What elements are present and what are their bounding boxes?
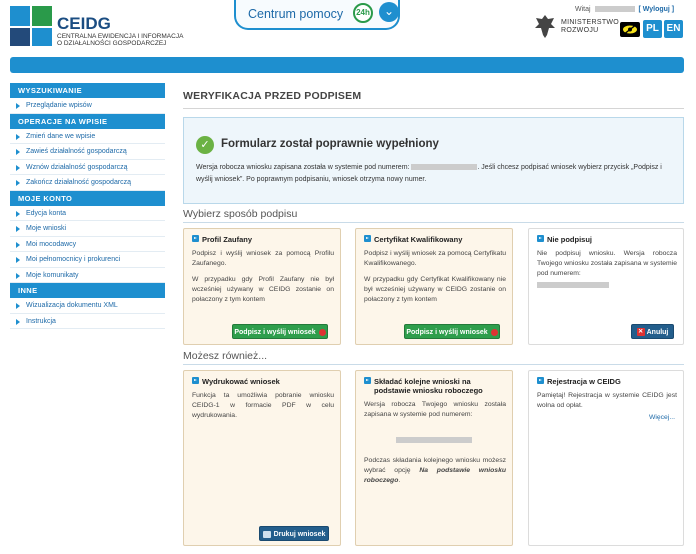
check-icon: ✓ bbox=[196, 136, 214, 154]
card-title: Profil Zaufany bbox=[192, 235, 252, 244]
card-text: W przypadku gdy Profil Zaufany nie był wcześniej używany w CEIDG zostanie on połaczony z tym kontem bbox=[192, 276, 334, 303]
sidebar-section-title: OPERACJE NA WPISIE bbox=[10, 114, 165, 129]
logo-subtitle: CENTRALNA EWIDENCJA I INFORMACJA O DZIAŁALNOŚCI GOSPODARCZEJ bbox=[57, 33, 184, 47]
card-text: Nie podpisuj wniosku. Wersja robocza Twojego wniosku została zapisana w systemie pod numerem: bbox=[537, 250, 677, 277]
user-greeting: Witaj bbox=[575, 6, 591, 13]
card-text: Pamiętaj! Rejestracja w systemie CEIDG jest wolna od opłat. bbox=[537, 392, 677, 409]
sidebar-item-moi-mocodawcy[interactable]: Moi mocodawcy bbox=[10, 237, 165, 253]
card-title: Wydrukować wniosek bbox=[192, 377, 280, 386]
top-nav-bar bbox=[10, 57, 684, 73]
more-link[interactable]: Więcej... bbox=[648, 414, 675, 421]
success-text-after: . Jeśli chcesz podpisać wniosek wybierz przycisk „Podpisz i wyślij wniosek”. Po poprawnym podpisaniu, wniosek otrzyma nowy numer. bbox=[196, 164, 662, 183]
sign-send-button[interactable] bbox=[232, 324, 328, 339]
page-title: WERYFIKACJA PRZED PODPISEM bbox=[183, 90, 362, 102]
card-title-line1: Składać kolejne wnioski na bbox=[374, 377, 471, 386]
24h-icon: 24h bbox=[353, 3, 373, 23]
cancel-button[interactable] bbox=[631, 324, 674, 339]
sidebar-item-edycja-konta[interactable]: Edycja konta bbox=[10, 206, 165, 222]
eagle-emblem-icon bbox=[533, 13, 557, 39]
help-center-label: Centrum pomocy bbox=[248, 7, 344, 21]
sidebar-section-title: INNE bbox=[10, 283, 165, 298]
sidebar-item-zmien-dane[interactable]: Zmień dane we wpisie bbox=[10, 129, 165, 145]
sign-card-nie-podpisuj bbox=[528, 228, 684, 345]
button-label: Drukuj wniosek bbox=[273, 531, 326, 538]
title-divider bbox=[183, 108, 684, 109]
sidebar-item-wznow[interactable]: Wznów działalność gospodarczą bbox=[10, 160, 165, 176]
sidebar-item-zakoncz[interactable]: Zakończ działalność gospodarczą bbox=[10, 175, 165, 191]
sidebar bbox=[10, 83, 165, 329]
card-text-start: Podczas składania kolejnego wniosku możesz wybrać opcję bbox=[364, 457, 506, 474]
button-label: Anuluj bbox=[646, 329, 669, 336]
draft-number-redacted bbox=[396, 436, 472, 446]
ceidg-logo-icon[interactable] bbox=[10, 6, 52, 46]
draft-number-redacted bbox=[537, 281, 609, 291]
seal-icon bbox=[319, 329, 326, 336]
sidebar-section-title: WYSZUKIWANIE bbox=[10, 83, 165, 98]
user-name-redacted bbox=[595, 6, 635, 12]
print-button[interactable] bbox=[259, 526, 329, 541]
lang-pl-button[interactable]: PL bbox=[643, 20, 662, 38]
card-title: Nie podpisuj bbox=[537, 235, 592, 244]
sidebar-item-przegladanie-wpisow[interactable]: Przeglądanie wpisów bbox=[10, 98, 165, 114]
printer-icon bbox=[263, 531, 271, 538]
success-panel bbox=[183, 117, 684, 204]
logout-link[interactable]: [ Wyloguj ] bbox=[638, 6, 675, 13]
more-card-rejestracja bbox=[528, 370, 684, 546]
sign-section-heading: Wybierz sposób podpisu bbox=[183, 208, 298, 220]
card-title: Rejestracja w CEIDG bbox=[537, 377, 621, 386]
card-text: Podpisz i wyślij wniosek za pomocą Certyfikatu Kwalifikowanego. bbox=[364, 250, 506, 267]
accessibility-eye-icon[interactable] bbox=[620, 22, 640, 37]
sign-section-divider bbox=[183, 222, 684, 223]
card-text: Wersja robocza Twojego wniosku została zapisana w systemie pod numerem: bbox=[364, 401, 506, 418]
button-label: Podpisz i wyślij wniosek bbox=[234, 329, 316, 336]
draft-number-redacted bbox=[411, 164, 477, 170]
sign-send-button[interactable] bbox=[404, 324, 500, 339]
card-title: Certyfikat Kwalifikowany bbox=[364, 235, 462, 244]
lang-en-button[interactable]: EN bbox=[664, 20, 683, 38]
seal-icon bbox=[491, 329, 498, 336]
more-card-drukuj bbox=[183, 370, 341, 546]
button-label: Podpisz i wyślij wniosek bbox=[406, 329, 488, 336]
more-card-kolejne-wnioski bbox=[355, 370, 513, 546]
card-text: Funkcja ta umożliwia pobranie wniosku CEIDG-1 w formacie PDF w celu wydrukowania. bbox=[192, 392, 334, 419]
help-center-button[interactable] bbox=[234, 0, 400, 30]
logo-title[interactable]: CEIDG bbox=[57, 14, 111, 33]
card-text-bold: Na podstawie wniosku roboczego bbox=[364, 467, 507, 484]
close-icon: ✕ bbox=[638, 329, 644, 336]
sign-card-certyfikat bbox=[355, 228, 513, 345]
sidebar-item-wizualizacja-xml[interactable]: Wizualizacja dokumentu XML bbox=[10, 298, 165, 314]
sidebar-item-instrukcja[interactable]: Instrukcja bbox=[10, 314, 165, 330]
sidebar-item-komunikaty[interactable]: Moje komunikaty bbox=[10, 268, 165, 284]
sidebar-section-title: MOJE KONTO bbox=[10, 191, 165, 206]
more-section-heading: Możesz również... bbox=[183, 350, 268, 362]
sidebar-item-zawies[interactable]: Zawieś działalność gospodarczą bbox=[10, 144, 165, 160]
success-text-before: Wersja robocza wniosku zapisana została w systemie pod numerem: bbox=[196, 164, 410, 171]
card-title bbox=[364, 377, 483, 395]
sidebar-item-pelnomocnicy[interactable]: Moi pełnomocnicy i prokurenci bbox=[10, 252, 165, 268]
card-text-end: . bbox=[398, 477, 401, 484]
success-description bbox=[196, 162, 676, 186]
card-text: W przypadku gdy Certyfikat Kwalifikowany nie był wcześniej używany w CEIDG zostanie on połaczony z tym kontem bbox=[364, 276, 506, 303]
ministry-name: MINISTERSTWO ROZWOJU bbox=[561, 19, 620, 34]
sidebar-item-moje-wnioski[interactable]: Moje wnioski bbox=[10, 221, 165, 237]
chevron-down-icon[interactable]: ⌄ bbox=[379, 2, 399, 22]
card-title-line2: podstawie wniosku roboczego bbox=[374, 386, 483, 395]
sign-card-profil-zaufany bbox=[183, 228, 341, 345]
card-text: Podpisz i wyślij wniosek za pomocą Profilu Zaufanego. bbox=[192, 250, 334, 267]
success-title: Formularz został poprawnie wypełniony bbox=[221, 138, 439, 150]
user-info bbox=[575, 6, 674, 13]
card-text bbox=[364, 456, 506, 486]
more-section-divider bbox=[183, 364, 684, 365]
